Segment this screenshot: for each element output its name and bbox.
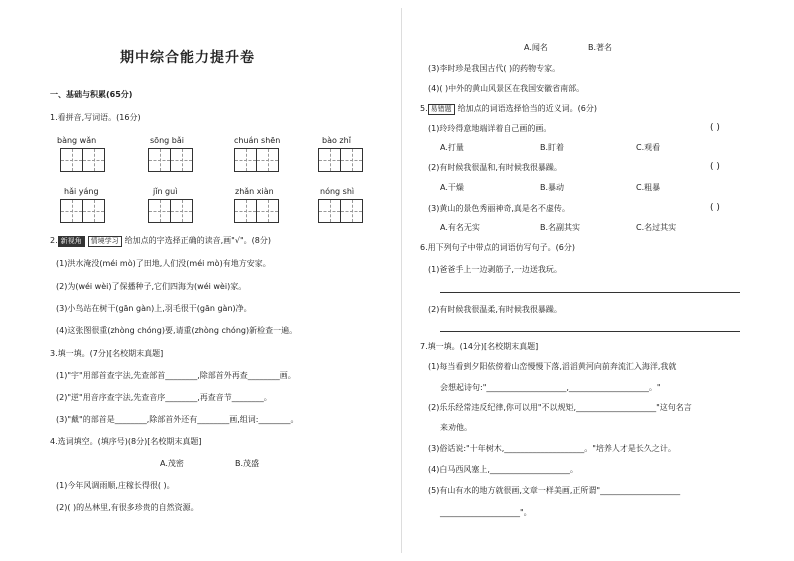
question-5-instruction: 给加点的词语选择恰当的近义词。(6分) [457, 104, 597, 113]
question-2-label: 2. 新视角 情境学习 给加点的字选择正确的读音,画"√"。(8分) [50, 236, 271, 245]
option-b: B.著名 [588, 43, 613, 52]
answer-paren[interactable]: ( ) [710, 123, 720, 133]
writing-grid[interactable] [60, 199, 104, 223]
pinyin-label: nóng shì [320, 187, 355, 196]
writing-grid[interactable] [318, 148, 362, 172]
answer-line[interactable]: (2)为(wéi wèi)了保播种子,它们四海为(wéi wèi)家。 [56, 282, 247, 291]
fill-line[interactable]: (1)每当看到夕阳依傍着山峦慢慢下落,滔滔黄河向前奔流汇入海洋,我就 [428, 362, 677, 371]
option-a: A.茂密 [160, 459, 184, 468]
writing-line[interactable] [440, 292, 740, 293]
pinyin-label: sōng bǎi [150, 136, 184, 145]
fill-line[interactable]: (3)李时珍是我国古代( )的药物专家。 [428, 64, 561, 73]
answer-paren[interactable]: ( ) [710, 203, 720, 213]
option-c: C.观看 [636, 143, 661, 152]
writing-grid[interactable] [148, 148, 192, 172]
question-item: (1)爸爸手上一边剥筋子,一边送我玩。 [428, 265, 562, 274]
option-a: A.干燥 [440, 183, 464, 192]
answer-line[interactable]: (3)小鸟站在树干(gān gàn)上,羽毛很干(gān gàn)净。 [56, 304, 252, 313]
question-5-label: 5. 易错题 给加点的词语选择恰当的近义词。(6分) [420, 104, 597, 113]
fill-line[interactable]: (4)白马西风塞上,____________________。 [428, 465, 578, 474]
writing-grid[interactable] [318, 199, 362, 223]
pinyin-label: jǐn guì [153, 187, 178, 196]
writing-grid[interactable] [60, 148, 104, 172]
fill-line[interactable]: 会想起诗句:"____________________,____________________。" [440, 383, 661, 392]
pinyin-label: bàng wǎn [57, 136, 97, 145]
fill-line[interactable]: (1)"宇"用部首查字法,先查部首________,除部首外再查________画。 [56, 371, 296, 380]
fill-line[interactable]: (1)今年风调雨顺,庄稼长得很( )。 [56, 481, 175, 490]
question-1-label: 1.看拼音,写词语。(16分) [50, 113, 141, 122]
option-b: B.茂盛 [235, 459, 260, 468]
pinyin-label: chuán shēn [234, 136, 281, 145]
question-6-label: 6.用下列句子中带点的词语仿写句子。(6分) [420, 243, 575, 252]
question-7-label: 7.填一填。(14分)[名校期末真题] [420, 342, 539, 351]
writing-grid[interactable] [234, 199, 278, 223]
tag-situational: 情境学习 [88, 236, 122, 247]
fill-line[interactable]: (2)( )的丛林里,有很多珍贵的自然资源。 [56, 503, 199, 512]
option-c: C.名过其实 [636, 223, 677, 232]
fill-line[interactable]: ____________________"。 [440, 508, 532, 517]
option-b: B.盯着 [540, 143, 565, 152]
writing-line[interactable] [440, 331, 740, 332]
fill-line[interactable]: (2)乐乐经常违反纪律,你可以用"不以规矩,____________________"这句名言 [428, 403, 692, 412]
option-b: B.名副其实 [540, 223, 581, 232]
option-a: A.有名无实 [440, 223, 480, 232]
question-4-label: 4.选词填空。(填序号)(8分)[名校期末真题] [50, 437, 202, 446]
writing-grid[interactable] [234, 148, 278, 172]
fill-line: 来劝他。 [440, 423, 472, 432]
pinyin-label: hǎi yáng [64, 187, 99, 196]
answer-line[interactable]: (1)洪水淹没(méi mò)了田地,人们没(méi mò)有地方安家。 [56, 259, 271, 268]
fill-line[interactable]: (3)俗话说:"十年树木,____________________。"培养人才是长久之计。 [428, 444, 676, 453]
section-heading: 一、基础与积累(65分) [50, 90, 133, 99]
question-3-label: 3.填一填。(7分)[名校期末真题] [50, 349, 164, 358]
exam-title: 期中综合能力提升卷 [120, 50, 255, 66]
option-a: A.闻名 [524, 43, 548, 52]
right-column [400, 0, 794, 561]
tag-error-prone: 易错题 [428, 104, 455, 115]
question-item: (2)有时候我很温和,有时候我很暴躁。 [428, 163, 562, 172]
option-c: C.粗暴 [636, 183, 661, 192]
pinyin-label: bào zhǐ [322, 136, 351, 145]
fill-line[interactable]: (2)"逆"用音序查字法,先查音序________,再查音节________。 [56, 393, 272, 402]
question-item: (3)黄山的景色秀丽神奇,真是名不虚传。 [428, 204, 570, 213]
answer-paren[interactable]: ( ) [710, 162, 720, 172]
fill-line[interactable]: (5)有山有水的地方就很画,文章一样美画,正所谓"____________________ [428, 486, 681, 495]
question-item: (2)有时候我很温柔,有时候我很暴躁。 [428, 305, 562, 314]
tag-new-perspective: 新视角 [58, 236, 85, 247]
option-b: B.暴动 [540, 183, 565, 192]
fill-line[interactable]: (4)( )中外的黄山风景区在我国安徽省南部。 [428, 84, 585, 93]
question-2-instruction: 给加点的字选择正确的读音,画"√"。(8分) [124, 236, 271, 245]
writing-grid[interactable] [148, 199, 192, 223]
answer-line[interactable]: (4)这张图很重(zhòng chóng)要,请重(zhòng chóng)新检查一遍。 [56, 326, 298, 335]
question-item: (1)玲玲得意地端详着自己画的画。 [428, 124, 552, 133]
fill-line[interactable]: (3)"戴"的部首是________,除部首外还有________画,组词:________。 [56, 415, 299, 424]
pinyin-label: zhǎn xiàn [235, 187, 274, 196]
option-a: A.打量 [440, 143, 464, 152]
